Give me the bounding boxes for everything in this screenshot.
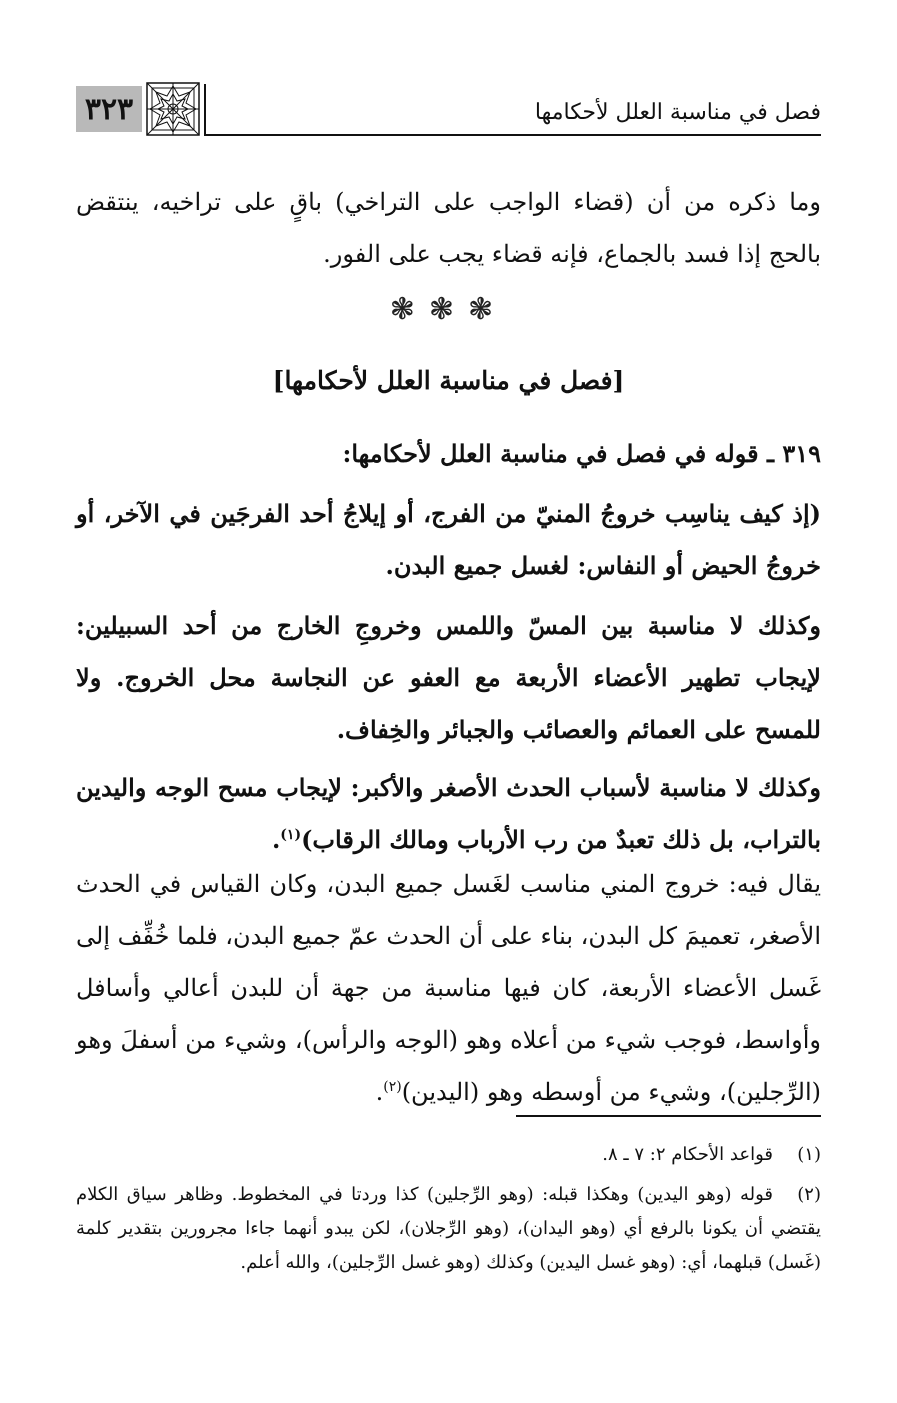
paragraph-quote-2: وكذلك لا مناسبة بين المسّ واللمس وخروجِ الخارج من أحد السبيلين: لإيجاب تطهير الأعضاء الأربعة مع العفو عن النجاسة محل الخروج. ولا للمسح على العمائم والعصائب والجبائر والخِفاف. — [76, 611, 821, 744]
paragraph-quote-1: (إذ كيف يناسِب خروجُ المنيّ من الفرج، أو إيلاجُ أحد الفرجَين في الآخر، أو خروجُ الحيض أو النفاس: لغسل جميع البدن. — [76, 499, 821, 580]
footnote-ref-2: (٢) — [383, 1079, 402, 1095]
paragraph-quote-3 — [76, 762, 821, 866]
page-number: ٣٢٣ — [76, 86, 142, 132]
paragraph-quote-3-text: وكذلك لا مناسبة لأسباب الحدث الأصغر والأكبر: لإيجاب مسح الوجه واليدين بالتراب، بل ذلك تعبدٌ من رب الأرباب ومالك الرقاب) — [76, 773, 821, 854]
footnote-2-text: قوله (وهو اليدين) وهكذا قبله: (وهو الرِّجلين) كذا وردتا في المخطوط. وظاهر سياق الكلام يقتضي أن يكونا بالرفع أي (وهو اليدان)، (وهو الرِّجلان)، لكن يبدو أنهما جاءا مجرورين بتقدير كلمة (غَسل) قبلهما، أي: (وهو غسل اليدين) وكذلك (وهو غسل الرِّجلين)، والله أعلم. — [76, 1184, 821, 1273]
header-divider — [204, 84, 206, 136]
footnote-2 — [76, 1178, 821, 1280]
footnote-separator — [516, 1115, 821, 1117]
paragraph-quote-3-end: . — [271, 825, 281, 854]
footnote-1-text: قواعد الأحكام ٢: ٧ ـ ٨. — [602, 1144, 773, 1165]
star-divider-icon: ❃❃❃ — [389, 292, 508, 327]
paragraph-commentary — [76, 858, 821, 1118]
paragraph-commentary-end: . — [375, 1078, 384, 1106]
geometric-ornament-icon — [146, 82, 200, 136]
paragraph-1: وما ذكره من أن (قضاء الواجب على التراخي) باقٍ على تراخيه، ينتقض بالحج إذا فسد بالجماع، فإنه قضاء يجب على الفور. — [76, 188, 821, 268]
footnote-1 — [76, 1138, 821, 1172]
paragraph-commentary-text: يقال فيه: خروج المني مناسب لغَسل جميع البدن، وكان القياس في الحدث الأصغر، تعميمَ كل البدن، بناء على أن الحدث عمّ جميع البدن، فلما خُفِّف إلى غَسل الأعضاء الأربعة، كان فيها مناسبة من جهة أن للبدن أعالي وأسافل وأواسط، فوجب شيء من أعلاه وهو (الوجه والرأس)، وشيء من أسفلَ وهو (الرِّجلين)، وشيء من أوسطه وهو (اليدين) — [76, 870, 822, 1106]
footnote-2-number: (٢) — [797, 1184, 821, 1205]
running-header — [76, 78, 821, 138]
header-rule — [206, 134, 821, 136]
footnote-1-number: (١) — [797, 1144, 821, 1165]
footnote-ref-1: (١) — [280, 827, 302, 843]
section-heading: [فصل في مناسبة العلل لأحكامها] — [272, 366, 625, 395]
paragraph-quote-intro: ٣١٩ ـ قوله في فصل في مناسبة العلل لأحكامها: — [342, 439, 821, 468]
running-header-title: فصل في مناسبة العلل لأحكامها — [534, 100, 821, 125]
